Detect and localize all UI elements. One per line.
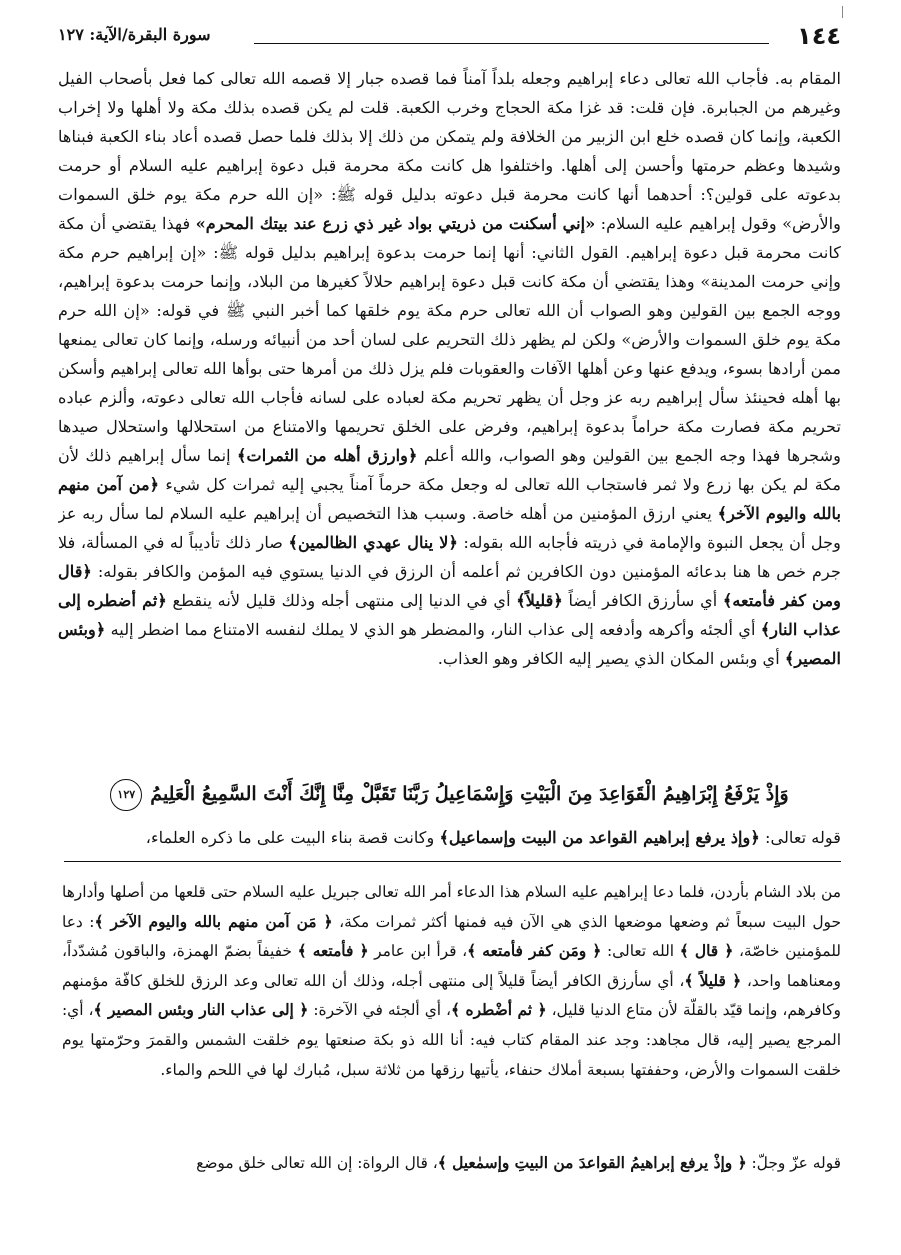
quran-quote: ﴿من آمن منهم بالله واليوم الآخر﴾ — [58, 475, 841, 523]
text-run: أي في الدنيا إلى منتهى أجله وذلك قليل لأنه ينقطع — [166, 591, 517, 610]
text-run: قوله تعالى: — [759, 828, 841, 847]
text-run: إنما سأل إبراهيم ذلك لأن مكة لم يكن بها زرع ولا ثمر فاستجاب الله تعالى له وجعل مكة حرماً آمناً يجبي إليه ثمرات كل شيء — [58, 446, 841, 494]
text-run: أي ألجئه وأكرهه وأدفعه إلى عذاب النار، والمضطر هو الذي لا يملك لنفسه الامتناع مما اضطر إليه — [105, 620, 761, 639]
quran-quote: ﴿قال ومن كفر فأمتعه﴾ — [58, 562, 841, 610]
verse-text: وَإِذْ يَرْفَعُ إِبْرَاهِيمُ الْقَوَاعِدَ مِنَ الْبَيْتِ وَإِسْمَاعِيلُ رَبَّنَا تَقَبَّلْ مِنَّا إِنَّكَ أَنْتَ السَّمِيعُ الْعَلِيمُ — [150, 783, 789, 805]
text-run: ، أي سأرزق الكافر أيضاً قليلاً إلى منتهى أجله، وذلك أن الله تعالى وعد الرزق للخلق كافّة مؤمنهم وكافرهم، وإنما قيّد بالقلّة لأن متاع الدنيا قليل، — [62, 971, 841, 1020]
footnote-paragraph — [62, 878, 841, 1085]
text-run: ، قرأ ابن عامر — [368, 942, 468, 961]
page-number: ١٤٤ — [797, 22, 841, 50]
text-run: ، أي: المرجع يصير إليه، قال مجاهد: وجد عند المقام كتاب فيه: أنا الله ذو بكة صنعتها يوم خلقت الشمس والقمرَ وحرّمتها يوم خلقت السموات والأرض، وحففتها بسبعة أملاك حنفاء، يأتيها رزقها من ثلاثة سبل، مُبارك لها في اللحم والماء. — [62, 1001, 841, 1079]
footnote-separator — [64, 861, 841, 862]
text-run: يعني ارزق المؤمنين من أهله خاصة. وسبب هذا التخصيص أن إبراهيم عليه السلام لما سأل ربه عز وجل أن يجعل النبوة والإمامة في ذريته فأجابه الله بقوله: — [58, 504, 841, 552]
verse-commentary-line — [58, 823, 841, 852]
text-run: قوله عزّ وجلّ: — [746, 1154, 841, 1172]
quote-run: «إني أسكنت من ذريتي بواد غير ذي زرع عند بيتك المحرم» — [195, 214, 596, 233]
main-paragraph — [58, 64, 841, 673]
text-run: : دعا للمؤمنين خاصّة، — [62, 912, 841, 961]
text-run: ، قال الرواة: إن الله تعالى خلق موضع — [196, 1154, 438, 1172]
quran-quote: ﴿ قليلاً ﴾ — [684, 971, 742, 990]
quran-verse — [58, 774, 841, 820]
main-commentary — [58, 64, 841, 762]
quran-quote: ﴿ إلى عذاب النار وبئس المصير ﴾ — [93, 1001, 309, 1020]
quran-quote: ﴿لا ينال عهدي الظالمين﴾ — [288, 533, 458, 552]
quran-quote: ﴿ مَن آمن منهم بالله واليوم الآخر ﴾ — [94, 912, 333, 931]
text-run: أي سأرزق الكافر أيضاً — [562, 591, 723, 610]
quran-quote: ﴿ ثم أضْطره ﴾ — [451, 1001, 547, 1020]
quran-quote: ﴿وبئس المصير﴾ — [58, 620, 841, 668]
text-run: ، أي ألجئه في الآخرة: — [308, 1001, 451, 1020]
verse-number-marker: ١٢٧ — [110, 779, 142, 811]
text-run: الله تعالى: — [601, 942, 680, 961]
quran-quote: ﴿قليلاً﴾ — [516, 591, 563, 610]
text-run: خفيفاً بضمّ الهمزة، والباقون مُشدّداً، ومعناهما واحد، — [62, 942, 841, 990]
text-run: أي وبئس المكان الذي يصير إليه الكافر وهو العذاب. — [437, 649, 785, 668]
quran-quote: ﴿ثم أضطره إلى عذاب النار﴾ — [58, 591, 841, 639]
quran-quote: ﴿وإذ يرفع إبراهيم القواعد من البيت وإسماعيل﴾ — [439, 828, 760, 847]
text-run: المقام به. فأجاب الله تعالى دعاء إبراهيم وجعله بلداً آمناً فما قصده جبار إلا قصمه الله تعالى كما فعل بأصحاب الفيل وغيرهم من الجبابرة. فإن قلت: قد غزا مكة الحجاج وخرب الكعبة. قلت لم يكن قصده بذلك مكة ولا أهلها ولا إخراب الكعبة، وإنما كان قصده خلع ابن الزبير من الخلافة ولم يتمكن من ذلك إلا بذلك فلما حصل قصده أعاد بناء الكعبة فبناها وشيدها وعظم حرمتها وأحسن إلى أهلها. واختلفوا هل كانت مكة محرمة قبل دعوة إبراهيم عليه السلام أو حرمت بدعوته على قولين؟: أحدهما أنها كانت محرمة قبل دعوته بدليل قوله ﷺ: «إن الله حرم مكة يوم خلق السموات والأرض» وقول إبراهيم عليه السلام: — [58, 69, 841, 233]
running-header — [58, 22, 841, 58]
footnote-commentary — [62, 878, 841, 1188]
quran-quote: ﴿ ومَن كفر فأمتعه ﴾ — [467, 942, 602, 961]
quran-quote: ﴿وارزق أهله من الثمرات﴾ — [236, 446, 418, 465]
scan-artifact-line — [842, 6, 843, 18]
text-run: فهذا يقتضي أن مكة كانت محرمة قبل دعوة إبراهيم. القول الثاني: أنها إنما حرمت بدعوة إبراهيم بدليل قوله ﷺ: «إن إبراهيم حرم مكة وإني حرمت المدينة» وهذا يقتضي أن مكة كانت قبل دعوة إبراهيم حلالاً كغيرها من البلاد، وإنما حرمت بدعوة إبراهيم، ووجه الجمع بين القولين وهو الصواب أن الله تعالى حرم مكة يوم خلقها كما أخبر النبي ﷺ في قوله: «إن الله حرم مكة يوم خلق السموات والأرض» ولكن لم يظهر ذلك التحريم على لسان أحد من أنبيائه ورسله، وإنما كان تعالى يمنعها ممن أرادها بسوء، ويدفع عنها وعن أهلها الآفات والعقوبات فلم يزل ذلك من أمرها حتى بوأها الله تعالى إبراهيم وأسكن بها أهله فحينئذ سأل إبراهيم ربه عز وجل أن يظهر تحريم مكة لعباده على لسانه فأجاب الله تعالى دعوته، وألزم عباده تحريم مكة فصارت مكة حراماً بدعوة إبراهيم، وفرض على الخلق تحريمها والامتناع من استحلالها واستحلال صيدها وشجرها فهذا وجه الجمع بين القولين وهو الصواب، والله أعلم — [58, 214, 841, 465]
quran-quote: ﴿ وإذْ يرفع إبراهيمُ القواعدَ من البيتِ وإسمٰعيل ﴾ — [437, 1154, 747, 1172]
running-title: سورة البقرة/الآية: ١٢٧ — [58, 25, 211, 44]
header-rule — [254, 43, 769, 44]
text-run: من بلاد الشام بأردن، فلما دعا إبراهيم عليه السلام هذا الدعاء أمر الله تعالى جبريل عليه السلام حتى قلعها من أصلها وأدارها حول البيت سبعاً ثم وضعها موضعها الذي هي الآن فيه فمنها أكثر ثمرات مكة، — [62, 883, 841, 931]
quran-quote: ﴿ فأمتعه ﴾ — [297, 942, 369, 961]
footnote-last-line — [62, 1149, 841, 1178]
quran-quote: ﴿ قال ﴾ — [679, 942, 734, 961]
text-run: وكانت قصة بناء البيت على ما ذكره العلماء، — [145, 828, 440, 847]
text-run: صار ذلك تأديباً له في المسألة، فلا جرم خص ها هنا بدعائه المؤمنين دون الكافرين ثم أعلمه أن الرزق في الدنيا يستوي فيه المؤمن والكافر بقوله: — [58, 533, 841, 581]
